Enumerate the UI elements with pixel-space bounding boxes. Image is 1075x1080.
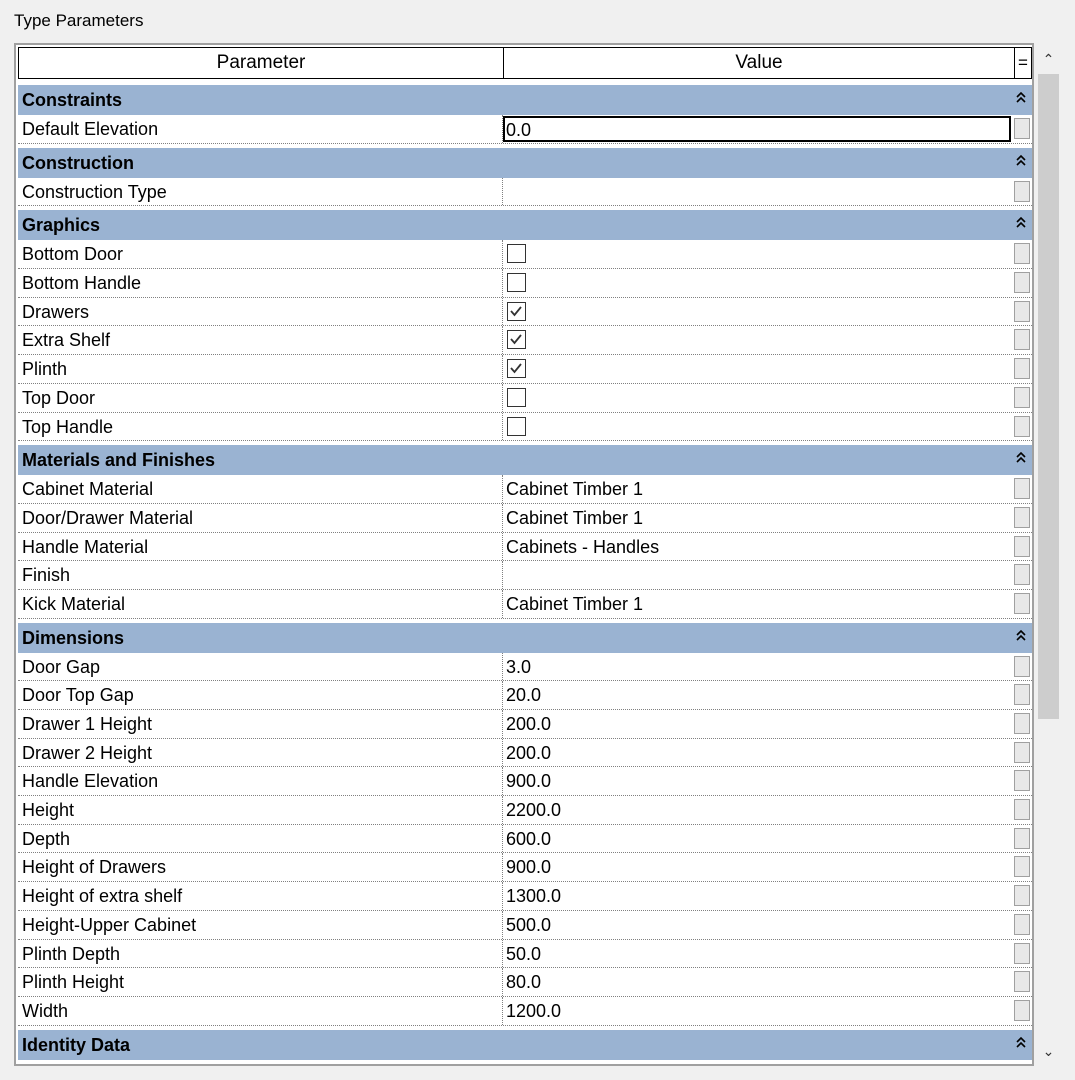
column-divider [502,413,503,441]
associate-parameter-button[interactable] [1014,358,1030,379]
parameter-name: Default Elevation [22,119,159,139]
associate-parameter-button[interactable] [1014,181,1030,202]
parameter-row[interactable] [18,298,1032,327]
column-divider [502,710,503,738]
associate-parameter-button[interactable] [1014,243,1030,264]
column-divider [502,561,503,589]
parameter-row[interactable] [18,882,1032,911]
parameter-name: Cabinet Material [22,479,154,500]
parameter-row[interactable] [18,940,1032,969]
associate-parameter-button[interactable] [1014,770,1030,791]
group-header[interactable] [18,1030,1032,1060]
associate-parameter-button[interactable] [1014,564,1030,585]
parameter-row[interactable] [18,911,1032,940]
column-divider [502,911,503,939]
parameter-value[interactable]: 1300.0 [506,886,562,907]
parameter-value[interactable]: Cabinet Timber 1 [506,479,644,500]
parameter-row[interactable] [18,355,1032,384]
parameter-row[interactable] [18,475,1032,504]
parameter-name: Top Handle [22,416,114,437]
column-divider [502,825,503,853]
parameter-name: Drawers [22,301,90,322]
parameter-value[interactable]: 500.0 [506,914,552,935]
parameter-row[interactable] [18,710,1032,739]
parameter-name: Drawer 2 Height [22,742,153,763]
panel-title: Type Parameters [14,11,144,30]
associate-parameter-button[interactable] [1014,329,1030,350]
parameter-name: Top Door [22,387,96,408]
parameter-row[interactable] [18,240,1032,269]
parameter-row[interactable] [18,533,1032,562]
checkbox-unchecked[interactable] [507,417,526,436]
scrollbar-thumb[interactable] [1038,74,1059,719]
chevron-up-icon[interactable]: ⌃ [1042,51,1055,67]
checkbox-checked[interactable] [507,359,526,378]
associate-parameter-button[interactable] [1014,118,1030,139]
associate-parameter-button[interactable] [1014,742,1030,763]
column-divider [502,767,503,795]
associate-parameter-button[interactable] [1014,943,1030,964]
column-divider [502,681,503,709]
column-header-parameter[interactable]: Parameter [19,48,504,78]
parameter-value[interactable]: 20.0 [506,685,542,706]
parameter-name: Handle Material [22,536,149,557]
checkbox-checked[interactable] [507,302,526,321]
parameter-row[interactable] [18,561,1032,590]
checkbox-checked[interactable] [507,330,526,349]
parameter-name: Drawer 1 Height [22,714,153,734]
associate-parameter-button[interactable] [1014,799,1030,820]
collapse-icon[interactable] [1016,623,1026,653]
group-label: Graphics [22,215,101,236]
associate-parameter-button[interactable] [1014,828,1030,849]
parameter-name: Bottom Door [22,244,124,265]
group-label: Construction [22,152,134,173]
parameter-value[interactable]: 1200.0 [506,1000,562,1021]
parameter-name: Height [22,800,75,821]
column-divider [502,384,503,412]
column-divider [502,997,503,1025]
parameter-value[interactable]: Cabinets - Handles [506,536,660,557]
associate-parameter-button[interactable] [1014,478,1030,499]
parameter-row[interactable] [18,269,1032,298]
parameter-row[interactable] [18,504,1032,533]
column-divider [502,355,503,383]
parameter-row[interactable] [18,767,1032,796]
associate-parameter-button[interactable] [1014,387,1030,408]
column-divider [502,739,503,767]
value-input[interactable]: 0.0 [503,116,1011,142]
grid-header [18,47,1032,79]
group-header[interactable] [18,623,1032,653]
parameter-name: Door/Drawer Material [22,507,194,528]
parameter-name: Handle Elevation [22,771,159,792]
parameter-row[interactable] [18,178,1032,207]
parameter-row[interactable] [18,115,1032,144]
parameter-name: Kick Material [22,593,126,614]
collapse-icon[interactable] [1016,85,1026,115]
group-label: Constraints [22,90,123,110]
parameter-value[interactable]: 200.0 [506,742,552,763]
group-label: Dimensions [22,627,125,648]
associate-parameter-button[interactable] [1014,971,1030,992]
group-header[interactable] [18,85,1032,115]
column-header-value[interactable]: Value [504,48,1015,78]
parameter-value[interactable]: 900.0 [506,771,552,792]
checkbox-unchecked[interactable] [507,244,526,263]
collapse-icon[interactable] [1016,445,1026,475]
group-label: Identity Data [22,1034,131,1055]
parameter-value[interactable]: 900.0 [506,857,552,878]
parameter-value[interactable]: 600.0 [506,828,552,849]
column-divider [502,653,503,681]
associate-parameter-button[interactable] [1014,856,1030,877]
parameter-name: Finish [22,565,71,586]
parameter-row[interactable] [18,590,1032,619]
group-header[interactable] [18,148,1032,178]
group-label: Materials and Finishes [22,450,216,471]
checkbox-unchecked[interactable] [507,388,526,407]
parameter-row[interactable] [18,997,1032,1026]
parameter-name: Bottom Handle [22,273,142,294]
grid-rows [18,81,1032,1060]
associate-parameter-button[interactable] [1014,656,1030,677]
parameter-name: Height-Upper Cabinet [22,914,197,935]
parameter-row[interactable] [18,825,1032,854]
parameter-value[interactable]: 200.0 [506,714,552,734]
parameter-row[interactable] [18,413,1032,442]
column-divider [502,504,503,532]
parameter-row[interactable] [18,384,1032,413]
column-divider [502,533,503,561]
parameter-name: Door Top Gap [22,685,134,706]
column-divider [502,796,503,824]
parameter-name: Height of Drawers [22,857,167,878]
column-divider [502,968,503,996]
column-header-formula[interactable]: = [1018,53,1028,72]
column-divider [502,853,503,881]
parameter-name: Construction Type [22,181,167,202]
column-divider [502,475,503,503]
column-divider [502,298,503,326]
collapse-icon[interactable] [1016,210,1026,240]
group-header[interactable] [18,210,1032,240]
parameter-name: Door Gap [22,656,101,677]
parameter-value[interactable]: 3.0 [506,656,532,677]
column-divider [502,882,503,910]
associate-parameter-button[interactable] [1014,536,1030,557]
parameter-row[interactable] [18,326,1032,355]
collapse-icon[interactable] [1016,148,1026,178]
parameter-row[interactable] [18,853,1032,882]
parameter-name: Depth [22,828,71,849]
parameter-row[interactable] [18,681,1032,710]
parameter-name: Width [22,1000,69,1021]
parameter-value[interactable]: Cabinet Timber 1 [506,593,644,614]
column-divider [502,590,503,618]
column-divider [502,269,503,297]
collapse-icon[interactable] [1016,1030,1026,1060]
column-divider [502,240,503,268]
parameter-name: Height of extra shelf [22,886,183,907]
parameter-name: Plinth Depth [22,943,121,964]
associate-parameter-button[interactable] [1014,507,1030,528]
associate-parameter-button[interactable] [1014,914,1030,935]
associate-parameter-button[interactable] [1014,593,1030,614]
associate-parameter-button[interactable] [1014,416,1030,437]
parameter-value[interactable]: 80.0 [506,972,542,993]
parameter-value[interactable]: 2200.0 [506,800,562,821]
group-header[interactable] [18,445,1032,475]
parameter-value[interactable]: 50.0 [506,943,542,964]
associate-parameter-button[interactable] [1014,301,1030,322]
chevron-down-icon[interactable]: ⌄ [1042,1043,1055,1059]
vertical-scrollbar[interactable] [1036,46,1061,1064]
parameter-row[interactable] [18,739,1032,768]
parameter-value[interactable]: Cabinet Timber 1 [506,507,644,528]
checkbox-unchecked[interactable] [507,273,526,292]
associate-parameter-button[interactable] [1014,713,1030,734]
parameter-row[interactable] [18,796,1032,825]
parameter-name: Plinth [22,359,68,380]
parameter-name: Extra Shelf [22,330,111,351]
column-divider [502,326,503,354]
parameter-row[interactable] [18,968,1032,997]
column-divider [502,940,503,968]
associate-parameter-button[interactable] [1014,1000,1030,1021]
type-parameters-grid [14,43,1034,1066]
associate-parameter-button[interactable] [1014,684,1030,705]
associate-parameter-button[interactable] [1014,885,1030,906]
parameter-name: Plinth Height [22,972,125,993]
parameter-row[interactable] [18,653,1032,682]
associate-parameter-button[interactable] [1014,272,1030,293]
column-divider [502,178,503,206]
